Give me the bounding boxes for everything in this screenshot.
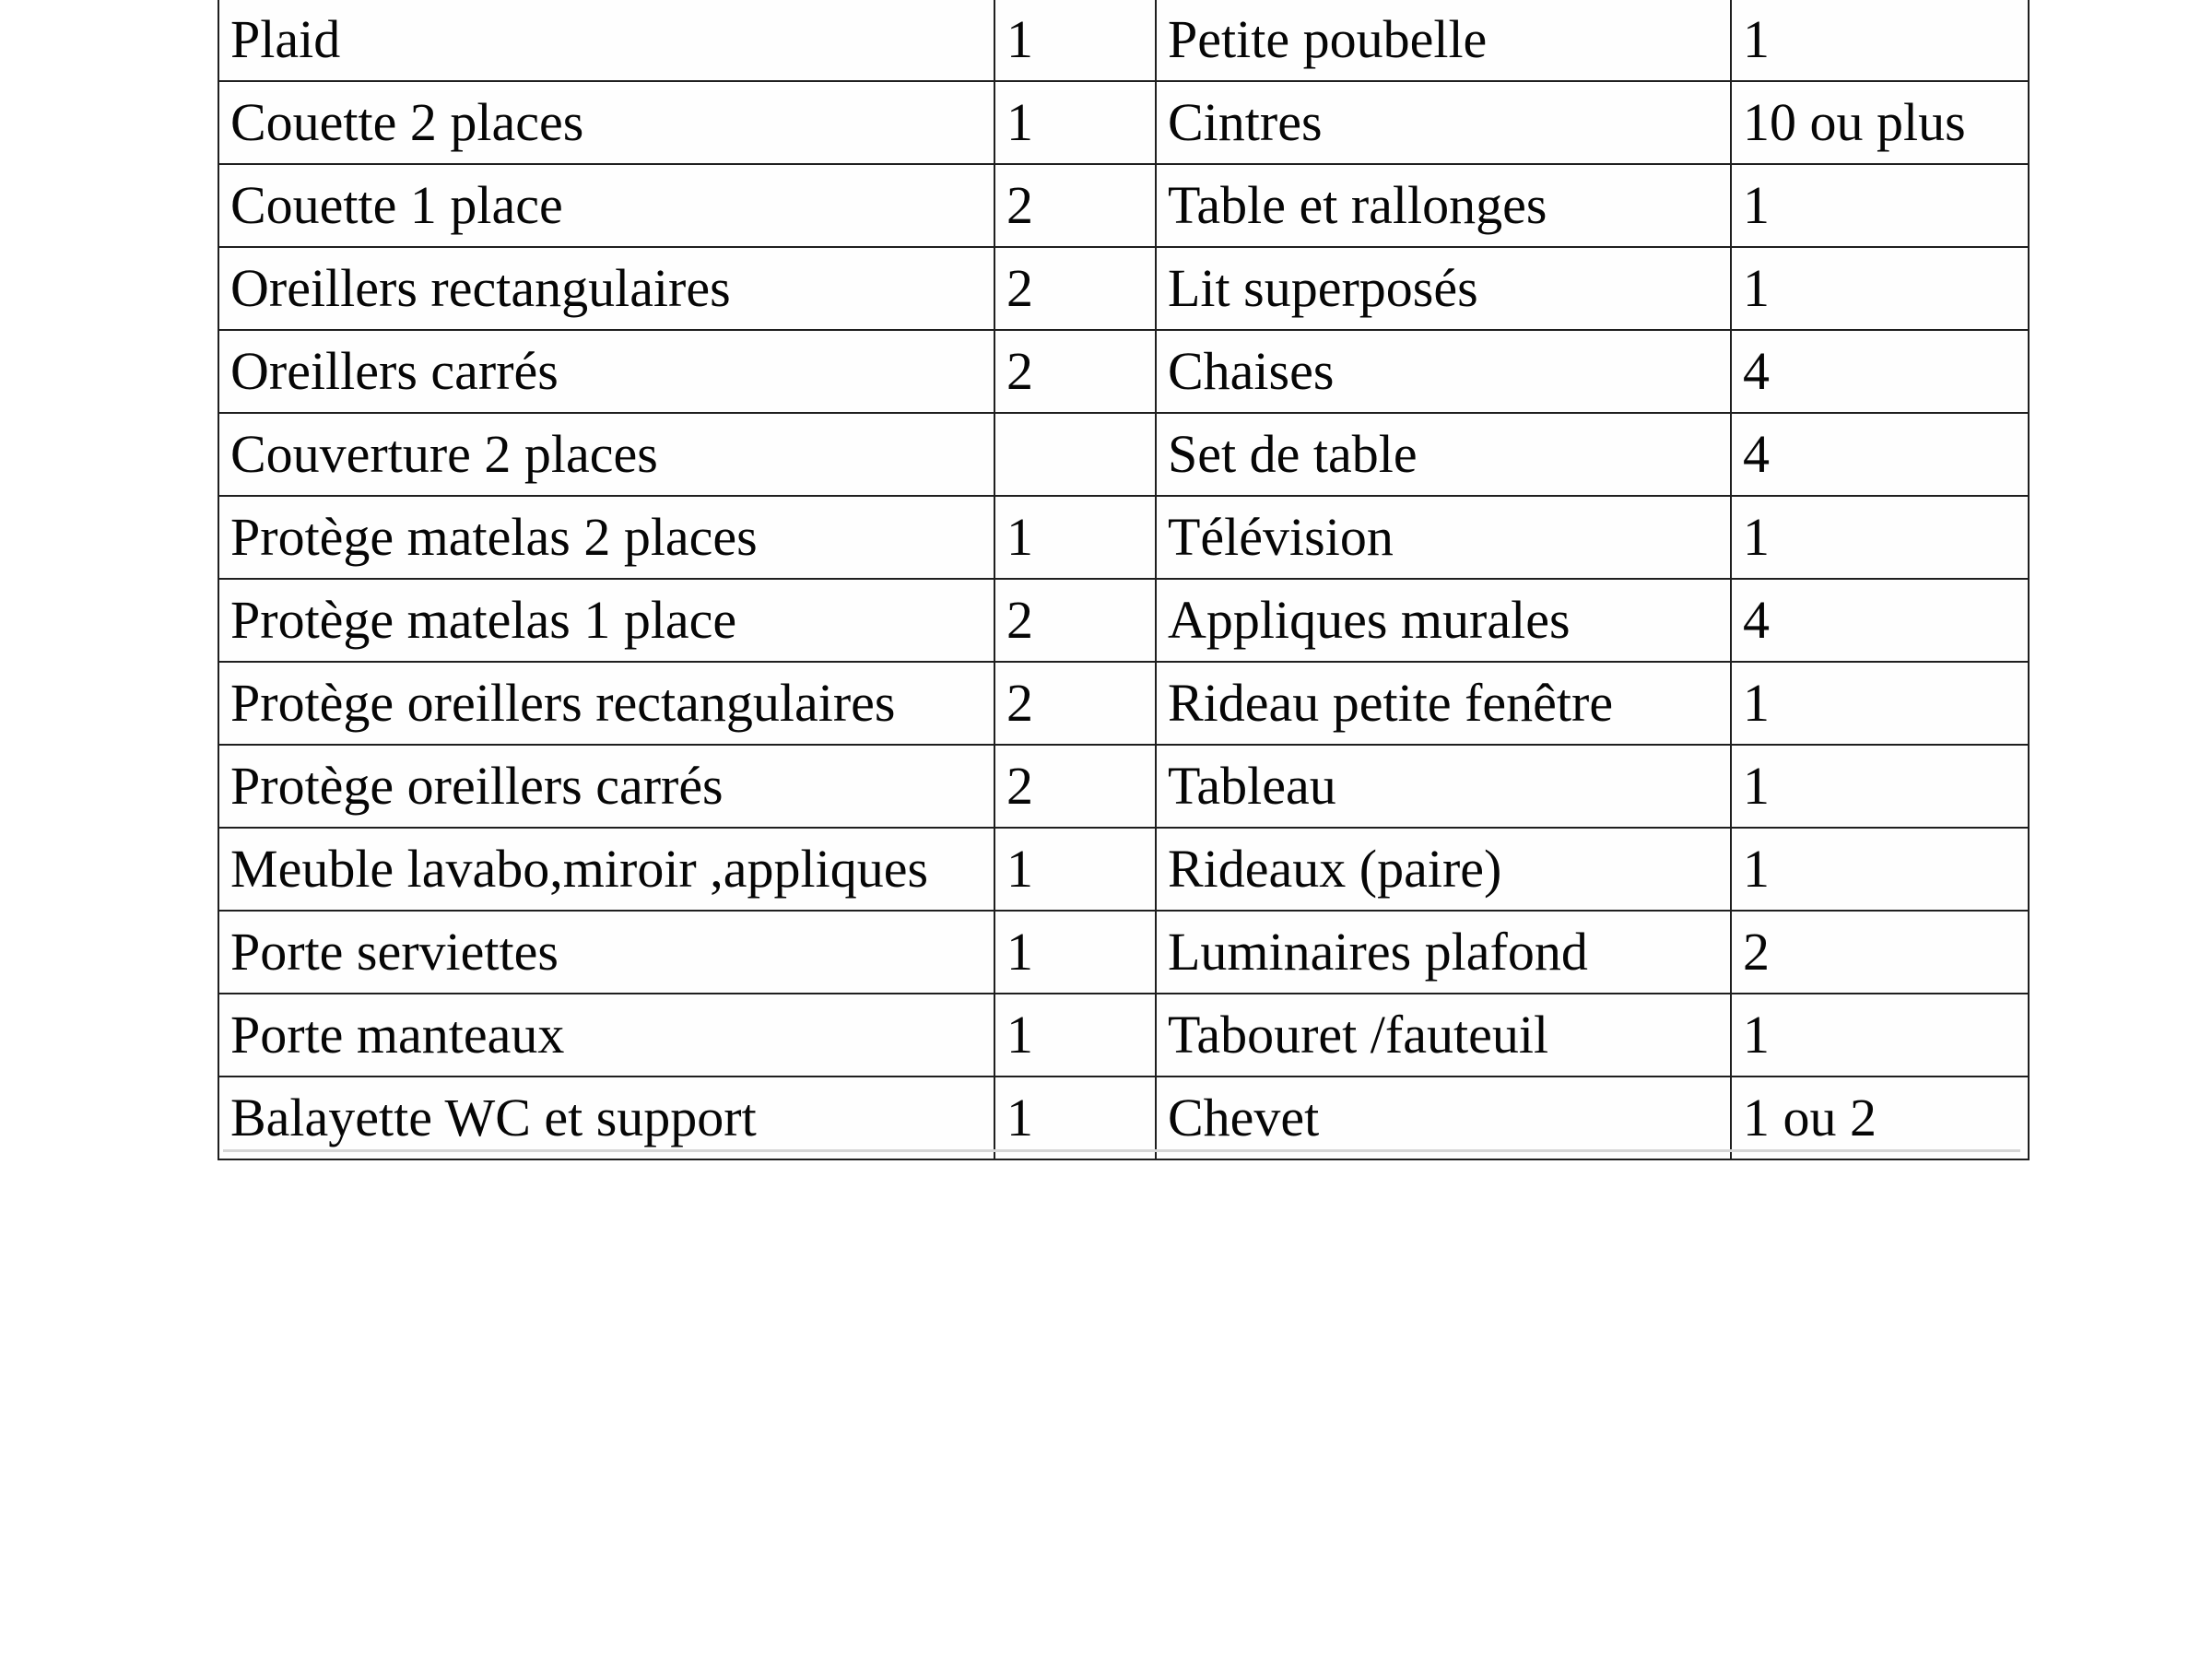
item-name-cell-left: Protège oreillers carrés [218, 745, 994, 828]
table-row [218, 1077, 2029, 1159]
quantity-cell-right: 10 ou plus [1731, 81, 2029, 164]
item-name-cell-right: Tableau [1156, 745, 1731, 828]
item-name-cell-left: Couverture 2 places [218, 413, 994, 496]
quantity-cell-right: 2 [1731, 911, 2029, 994]
quantity-cell-left: 1 [994, 81, 1156, 164]
quantity-cell-right: 1 ou 2 [1731, 1077, 2029, 1159]
item-name-cell-left: Porte serviettes [218, 911, 994, 994]
item-name-cell-left: Balayette WC et support [218, 1077, 994, 1159]
table-row [218, 247, 2029, 330]
table-row [218, 164, 2029, 247]
quantity-cell-left: 2 [994, 164, 1156, 247]
item-name-cell-left: Meuble lavabo,miroir ,appliques [218, 828, 994, 911]
table-row [218, 330, 2029, 413]
item-name-cell-right: Luminaires plafond [1156, 911, 1731, 994]
quantity-cell-right: 4 [1731, 413, 2029, 496]
table-row [218, 579, 2029, 662]
item-name-cell-left: Protège matelas 1 place [218, 579, 994, 662]
inventory-table-body [218, 0, 2029, 1159]
item-name-cell-left: Protège oreillers rectangulaires [218, 662, 994, 745]
quantity-cell-left: 2 [994, 745, 1156, 828]
table-row [218, 745, 2029, 828]
item-name-cell-right: Petite poubelle [1156, 0, 1731, 81]
table-row [218, 911, 2029, 994]
table-bottom-shadow-line [223, 1149, 2020, 1152]
quantity-cell-right: 1 [1731, 828, 2029, 911]
item-name-cell-right: Rideaux (paire) [1156, 828, 1731, 911]
item-name-cell-left: Plaid [218, 0, 994, 81]
item-name-cell-left: Oreillers rectangulaires [218, 247, 994, 330]
item-name-cell-left: Porte manteaux [218, 994, 994, 1077]
quantity-cell-left: 1 [994, 1077, 1156, 1159]
item-name-cell-left: Couette 1 place [218, 164, 994, 247]
quantity-cell-right: 1 [1731, 164, 2029, 247]
quantity-cell-right: 1 [1731, 496, 2029, 579]
table-row [218, 496, 2029, 579]
item-name-cell-left: Protège matelas 2 places [218, 496, 994, 579]
table-row [218, 413, 2029, 496]
item-name-cell-right: Lit superposés [1156, 247, 1731, 330]
quantity-cell-left: 1 [994, 994, 1156, 1077]
table-row [218, 828, 2029, 911]
quantity-cell-right: 1 [1731, 0, 2029, 81]
quantity-cell-left: 1 [994, 0, 1156, 81]
item-name-cell-right: Chaises [1156, 330, 1731, 413]
item-name-cell-right: Rideau petite fenêtre [1156, 662, 1731, 745]
quantity-cell-left: 1 [994, 911, 1156, 994]
quantity-cell-right: 1 [1731, 745, 2029, 828]
item-name-cell-left: Oreillers carrés [218, 330, 994, 413]
quantity-cell-left: 2 [994, 330, 1156, 413]
quantity-cell-right: 1 [1731, 662, 2029, 745]
item-name-cell-right: Cintres [1156, 81, 1731, 164]
quantity-cell-left: 2 [994, 662, 1156, 745]
item-name-cell-left: Couette 2 places [218, 81, 994, 164]
item-name-cell-right: Tabouret /fauteuil [1156, 994, 1731, 1077]
quantity-cell-right: 4 [1731, 330, 2029, 413]
quantity-cell-right: 1 [1731, 994, 2029, 1077]
item-name-cell-right: Chevet [1156, 1077, 1731, 1159]
quantity-cell-left: 1 [994, 496, 1156, 579]
quantity-cell-right: 1 [1731, 247, 2029, 330]
quantity-cell-left: 2 [994, 579, 1156, 662]
quantity-cell-left: 1 [994, 828, 1156, 911]
table-row [218, 0, 2029, 81]
inventory-table [218, 0, 2030, 1160]
quantity-cell-left: 2 [994, 247, 1156, 330]
quantity-cell-left [994, 413, 1156, 496]
item-name-cell-right: Set de table [1156, 413, 1731, 496]
table-row [218, 81, 2029, 164]
quantity-cell-right: 4 [1731, 579, 2029, 662]
item-name-cell-right: Table et rallonges [1156, 164, 1731, 247]
item-name-cell-right: Appliques murales [1156, 579, 1731, 662]
table-row [218, 994, 2029, 1077]
item-name-cell-right: Télévision [1156, 496, 1731, 579]
table-row [218, 662, 2029, 745]
